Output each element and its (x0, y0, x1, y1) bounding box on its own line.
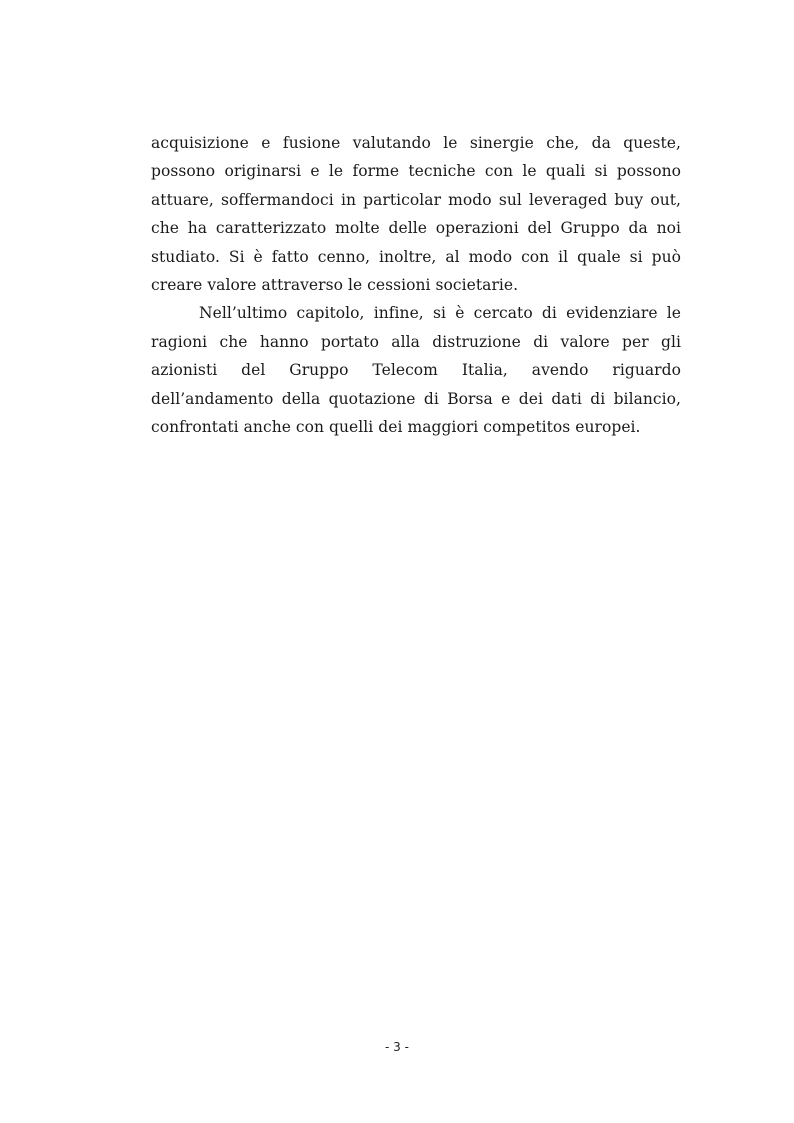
page-number: - 3 - (385, 1040, 409, 1054)
paragraph-continuation: acquisizione e fusione valutando le sinergie che, da queste, possono originarsi e le forme tecniche con le quali si possono attuare, soffermandoci in particolar modo sul leveraged buy out, che ha caratterizzato molte delle operazioni del Gruppo da noi studiato. Si è fatto cenno, inoltre, al modo con il quale si può creare valore attraverso le cessioni societarie. (151, 134, 681, 295)
paragraph-last-chapter: Nell’ultimo capitolo, infine, si è cercato di evidenziare le ragioni che hanno portato alla distruzione di valore per gli azionisti del Gruppo Telecom Italia, avendo riguardo dell’andamento della quotazione di Borsa e dei dati di bilancio, confrontati anche con quelli dei maggiori competitos europei. (151, 304, 681, 437)
page-body-text (151, 129, 681, 441)
